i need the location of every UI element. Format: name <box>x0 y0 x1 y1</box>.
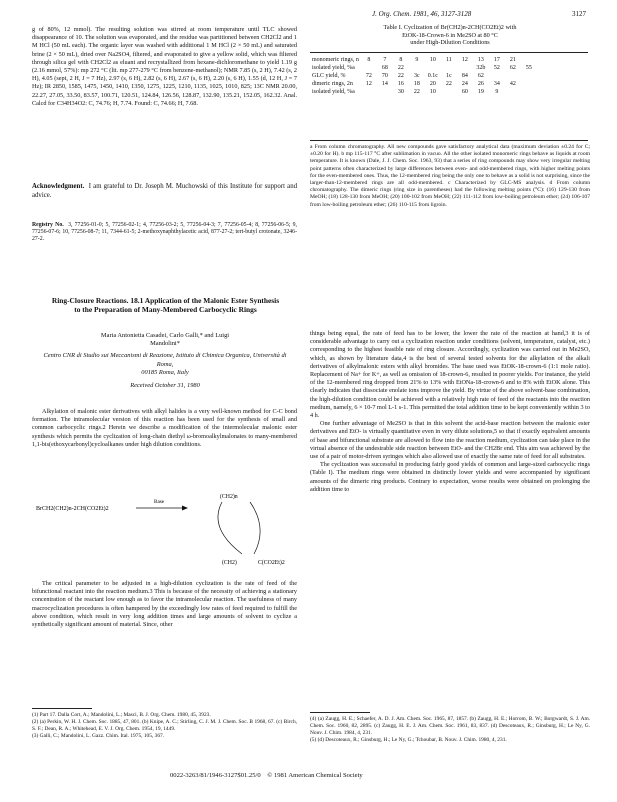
table-cell: 52 <box>493 65 500 71</box>
table-cell: 72 <box>365 73 372 79</box>
left-footnotes <box>32 712 297 762</box>
left-bottom-text-block <box>32 580 297 700</box>
experimental-paragraph: g of 80%, 12 mmol). The resulting solution was stirred at room temperature until TLC showed disappearance of 10. The solution was evaporated, and the residue was partitioned between CH2Cl2 and 1 M HCl (50 mL each). The organic layer was washed with additional 1 M HCl (2 × 50 mL) and saturated brine (2 × 50 mL), dried over Na2SO4, filtered, and evaporated to give a yellow solid, which was filtered through silica gel with CH2Cl2 as eluant and recrystallized from hexane-dichloromethane to yield 1.19 g (2.16 mmol, 57%): mp 272 °C (lit. mp 277-279 °C from benzene-methanol); NMR 7.85 (s, 2 H), 7.42 (s, 2 H), 4.05 (sept, 2 H, J = 7 Hz), 2.97 (s, 6 H), 2.82 (s, 6 H), 2.67 (s, 6 H), 2.20 (s, 6 H), 1.55 (d, 12 H, J = 7 Hz); IR 2850, 1585, 1475, 1450, 1410, 1350, 1275, 1225, 1210, 1135, 1025, 1010, 825; 13C NMR 20.00, 22.27, 27.05, 33.50, 83.57, 100.71, 120.51, 124.84, 126.56, 128.87, 132.90, 135.21, 152.05, 162.32. Anal. Calcd for C34H34O2: C, 74.76; H, 7.74. Found: C, 74.66; H, 7.68. <box>32 26 297 107</box>
intro-paragraph: Alkylation of malonic ester derivatives with alkyl halides is a very well-known method for C-C bond formation. The intramolecular version of this reaction has been used for the synthesis of small and common carbocyclic rings.2 Herein we describe a modification of the intermolecular malonic ester synthesis which permits the cyclization of long-chain diethyl ω-bromoalkylmalonates to many-membered 1,1-bis(ethoxycarbonyl)cycloalkanes under high dilution conditions. <box>32 408 297 448</box>
table-cell <box>441 88 457 96</box>
table-cell: 26 <box>477 81 484 87</box>
table-cell: 1c <box>445 73 452 79</box>
table-cell: 10 <box>429 57 436 63</box>
table-row <box>310 72 537 80</box>
article-title-block <box>48 296 283 326</box>
table-cell: 11 <box>445 57 452 63</box>
table-cell <box>409 64 425 72</box>
table-row-label: dimeric rings, 2n <box>312 81 353 87</box>
table-cell: 14 <box>381 81 388 87</box>
registry-block <box>32 222 297 266</box>
footnote-2: (2) (a) Perkin, W. H. J. Chem. Soc. 1885, 47, 801. (b) Knipe, A. C.; Stirling, C. J. M. J. Chem. Soc. B 1968, 67. (c) Birch, S. F.; Dean, R. A.; Whitehead, E. V. J. Org. Chem. 1954, 19, 1449. <box>32 719 297 732</box>
table-cell <box>457 64 473 72</box>
table-cell: 62 <box>477 73 484 79</box>
authors: Maria Antonietta Casadei, Carlo Galli,* and Luigi Mandolini* <box>100 332 230 348</box>
table-cell: 18 <box>413 81 420 87</box>
table-row-label: GLC yield, % <box>312 73 346 79</box>
intro-text-block <box>32 408 297 478</box>
table-cell: 12 <box>461 57 468 63</box>
table-cell: 20 <box>429 81 436 87</box>
table-cell: 68 <box>381 65 388 71</box>
table-row-label: isolated yield, %a <box>312 89 355 95</box>
scheme-arrowhead <box>182 506 188 511</box>
page-footer <box>170 772 363 779</box>
table-cell: 12 <box>365 81 372 87</box>
table-row-label: isolated yield, %a <box>312 65 355 71</box>
table-cell <box>361 64 377 72</box>
table-row <box>310 80 537 88</box>
table-title-2: EtOK-18-Crown-6 in Me2SO at 80 °C <box>402 31 498 39</box>
table-cell: 16 <box>397 81 404 87</box>
right-paragraph-1: things being equal, the rate of feed has to be lower, the lower the rate of the reaction at hand,3 it is of considerable advantage to carry out a cyclization reaction under conditions (solvent, temperature, catalyst, etc.) corresponding to the highest feasible rate of ring closure. Accordingly, cyclization was carried out in Me2SO, which, as shown by literature data,4 is the best of several tested solvents for the alkylation of the alkali derivatives of alkylmalonic esters with alkyl bromides. The base used was EtOK-18-crown-6 (1:1 mole ratio). Replacement of Na+ for K+, as well as omission of 18-crown-6, resulted in poorer yields. For instance, the yield of the 12-membered ring dropped from 21% to 13% with EtONa-18-crown-6 and to 8% with EtOK alone. This clearly indicates that dissociate enolate ions improve the yield. By virtue of the above solvent-base combination, the high-dilution condition could be achieved with a relatively high rate of feed of the reactants into the reaction medium, namely, 6 × 10-7 mol L-1 s-1. This permitted the total addition time to be kept conveniently within 3 to 4 h. <box>310 330 590 420</box>
registry-label: Registry No. <box>32 222 64 228</box>
table-cell: 21 <box>509 57 516 63</box>
scheme-ring-bonds <box>218 502 260 554</box>
table-cell: 55 <box>525 65 532 71</box>
table-cell: 8 <box>367 57 371 63</box>
table-cell: 24 <box>461 81 468 87</box>
table-cell: 32b <box>476 65 486 71</box>
table-cell: 17 <box>493 57 500 63</box>
table-cell: 19 <box>477 89 484 95</box>
table-row <box>310 88 537 96</box>
registry-text: 3, 77256-01-0; 5, 77256-02-1; 4, 77256-03-2; 5, 77256-04-3; 7, 77256-05-4; 8, 77256-06-5; 9, 77256-07-6; 10, 77256-08-7; 11, 7344-61-5; 2-methoxynaphthylacetic acid, 877-27-2; tert-butyl crotonate, 3246-27-2. <box>32 222 297 243</box>
table-cell: 0.1c <box>427 73 438 79</box>
footer-copyright: © 1981 American Chemical Society <box>267 772 363 779</box>
reaction-scheme-drawing <box>32 488 297 578</box>
byline-block <box>40 332 290 402</box>
footer-code: 0022-3263/81/1946-3127$01.25/0 <box>170 772 261 779</box>
table-title-3: under High-Dilution Conditions <box>410 39 490 47</box>
table-footnotes <box>310 144 590 324</box>
table-cell <box>377 88 393 96</box>
scheme-group-top: (CH2)n <box>220 494 238 500</box>
acknowledgment-label: Acknowledgment. <box>32 183 85 190</box>
left-footnote-rule <box>32 708 92 709</box>
right-paragraph-3: The cyclization was successful in producing fairly good yields of common and large-sized carbocyclic rings (Table I). The medium rings were obtained in distinctly lower yields and were accompanied by significant amounts of the dimeric ring products. Contrary to expectation, worse results were obtained on prolonging the addition time to <box>310 461 590 493</box>
table-cell: 22 <box>445 81 452 87</box>
acknowledgment-block <box>32 182 297 202</box>
table-cell: 70 <box>381 73 388 79</box>
table-cell: 42 <box>509 81 516 87</box>
scheme-group-bot: (CH2) <box>222 560 237 566</box>
footnote-3: (3) Galli, C.; Mandolini, L. Gazz. Chim. Ital. 1975, 105, 367. <box>32 733 165 739</box>
table-cell: 22 <box>413 89 420 95</box>
table-cell: 13 <box>477 57 484 63</box>
journal-year-volume: 1981, 46, 3127-3128 <box>412 10 472 18</box>
right-footnote-rule <box>310 712 370 713</box>
footnote-1: (1) Part 17. Dalla Cort, A.; Mandolini, L.; Masci, B. J. Org. Chem. 1980, 45, 3923. <box>32 712 211 718</box>
table-cell: 22 <box>397 73 404 79</box>
table-cell <box>425 64 441 72</box>
journal-header <box>372 10 471 18</box>
table-title-block <box>310 24 590 54</box>
table-cell: 7 <box>383 57 387 63</box>
reaction-scheme <box>32 488 297 578</box>
table-top-rule <box>310 52 588 53</box>
table-row <box>310 64 537 72</box>
table-footnote-text: a From column chromatography. All new compounds gave satisfactory analytical data (maximum deviation ±0.24 for C; ±0.20 for H). b mp 115-117 °C after sublimation in vacuo. All the other isolated monomeric rings behave as liquids at room temperature. It is known (Dale, J. J. Chem. Soc. 1963, 93) that a series of ring compounds may show very irregular melting point patterns often characterized by large differences between even- and odd-membered rings, with higher melting points for the even-membered ones. Thus, the 12-membered ring being the only one to behave as a solid is not surprising, since the larger-than-12-membered rings are all odd-membered. c Characterized by GLC-MS analysis. d From column chromatography. The dimeric rings (ring size in parentheses) had the following melting points (°C): (16) 129-130 from MeOH; (18) 128-130 from MeOH; (20) 100-102 from MeOH; (22) 111-112 from low-boiling petroleum ether; (24) 106-107 from low-boiling petroleum ether; (26) 110-115 from ligroin. <box>310 144 590 208</box>
table-cell: 60 <box>461 89 468 95</box>
table-cell: 9 <box>415 57 419 63</box>
table-cell: 22 <box>397 65 404 71</box>
table-row <box>310 56 537 64</box>
table-cell: 9 <box>495 89 499 95</box>
table-cell: 34 <box>493 81 500 87</box>
affiliation-line-2: 00185 Roma, Italy <box>141 368 189 376</box>
affiliation-line-1: Centro CNR di Studio sui Meccanismi di Reazione, Istituto di Chimica Organica, Università di Roma, <box>43 352 287 368</box>
footnote-5: (5) (d) Descoteaux, R.; Ginsburg, H.; Le Ny, G.; Tchoubar, B. Nouv. J. Chim. 1980, 4, 231. <box>310 737 507 743</box>
table-row-label: monomeric rings, n <box>312 57 359 63</box>
table-cell: 30 <box>397 89 404 95</box>
table-cell: 8 <box>399 57 403 63</box>
left-top-text-block <box>32 26 297 176</box>
right-text-block <box>310 330 590 710</box>
scheme-group-mid: C(CO2Et)2 <box>258 560 285 566</box>
table-cell <box>441 64 457 72</box>
table-cell: 3c <box>413 73 420 79</box>
acknowledgment-text: I am grateful to Dr. Joseph M. Muchowski of this Institute for support and advice. <box>32 183 297 199</box>
table-cell <box>505 88 521 96</box>
right-paragraph-2: One further advantage of Me2SO is that in this solvent the acid-base reaction between the malonic ester derivatives and EtO- is virtually quantitative even in very dilute solutions,5 so that if exactly equivalent amounts of base and bifunctional substrate are allowed to flow into the reaction medium, cyclization can take place in the virtual absence of the undesirable side reaction between EtO- and the CH2Br end. This aim was achieved by the use of a pair of motor-driven syringes which also allowed use of exactly the same rate of feed for all substrates. <box>310 420 590 461</box>
journal-name: J. Org. Chem. <box>372 10 412 18</box>
table-cell <box>361 88 377 96</box>
table-cell <box>505 72 521 80</box>
footnote-4: (4) (a) Zaugg, H. E.; Schaefer, A. D. J. Am. Chem. Soc. 1965, 87, 1857. (b) Zaugg, H. E.; Horrom, B. W.; Borgwardt, S. J. Am. Chem. Soc. 1960, 82, 2895. (c) Zaugg, H. E. J. Am. Chem. Soc. 1961, 83, 837. (d) Descoteaux, R.; Ginsburg, H.; Le Ny, G. Nouv. J. Chim. 1984, 4, 231. <box>310 716 590 736</box>
table-bottom-rule <box>310 140 588 141</box>
page-number: 3127 <box>572 10 586 18</box>
right-footnotes <box>310 716 590 764</box>
table-1 <box>310 56 590 96</box>
table-cell <box>489 72 505 80</box>
table-cell: 84 <box>461 73 468 79</box>
table-cell: 10 <box>429 89 436 95</box>
scheme-reactant: BrCH2(CH2)n-2CH(CO2Et)2 <box>36 506 109 512</box>
table-title-1: Table I. Cyclization of Br(CH2)n-2CH(CO2Et)2 with <box>383 24 517 31</box>
received-date: Received October 31, 1980 <box>130 382 200 390</box>
left-bottom-paragraph: The critical parameter to be adjusted in a high-dilution cyclization is the rate of feed of the bifunctional reactant into the reaction medium.3 This is because of the necessity of achieving a stationary concentration of the reactant low enough as to favor the intramolecular reaction. The usefulness of many macrocyclization procedures is often hampered by the exceedingly low rates of feed required to fulfill the above condition, which result in very long addition times and large amounts of solvent to cyclize a synthetically significant amount of material. Since, other <box>32 580 297 629</box>
table-cell: 62 <box>509 65 516 71</box>
scheme-arrow-label: Base <box>154 499 165 505</box>
article-title: Ring-Closure Reactions. 18.1 Application of the Malonic Ester Synthesis to the Preparation of Many-Membered Carbocyclic Rings <box>51 296 280 314</box>
table-1-grid <box>310 56 537 96</box>
